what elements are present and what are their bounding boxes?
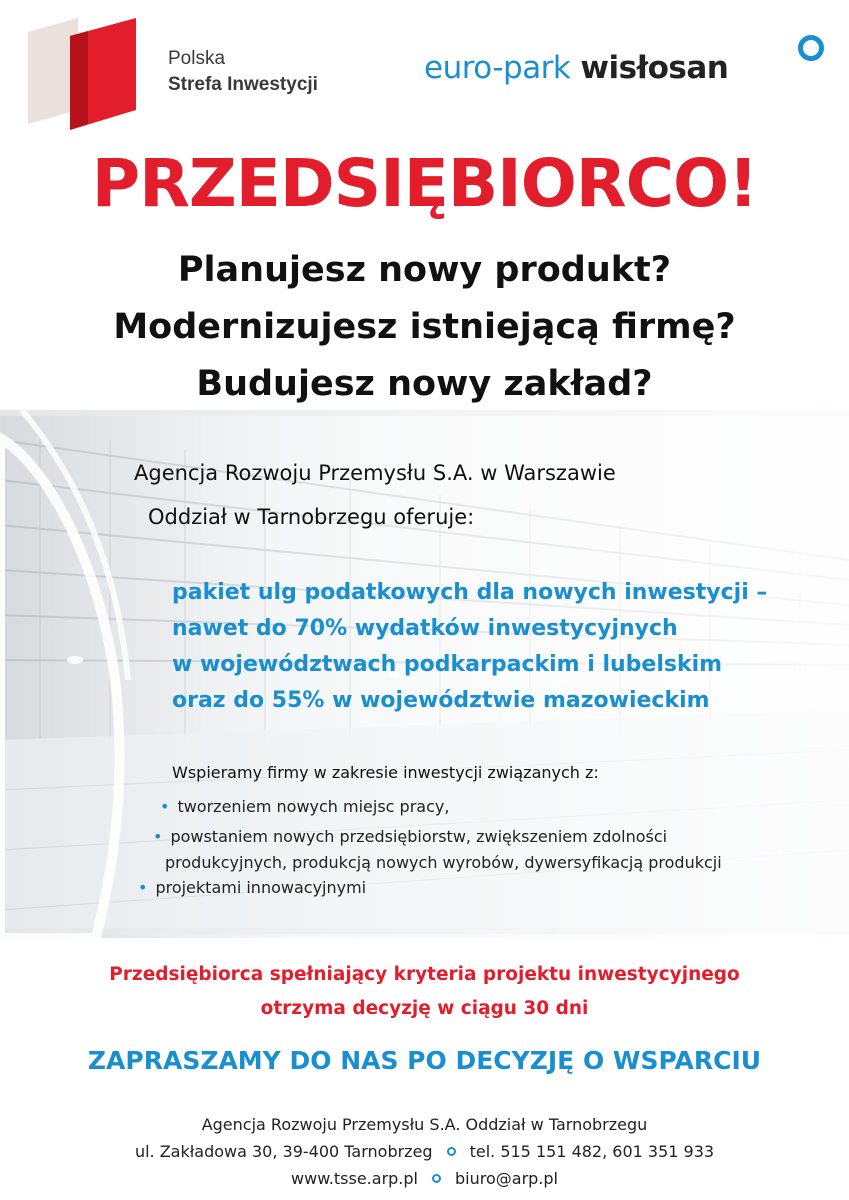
wislosan-logo-text: wisłosan	[580, 50, 729, 86]
questions-block	[0, 242, 849, 413]
list-item-text-continued: produkcyjnych, produkcją nowych wyrobów, dywersyfikacją produkcji	[165, 853, 722, 872]
footer-company: Agencja Rozwoju Przemysłu S.A. Oddział w Tarnobrzegu	[201, 1115, 648, 1134]
bullet-icon: •	[160, 797, 170, 816]
organization-line-1: Agencja Rozwoju Przemysłu S.A. w Warszawie	[134, 461, 616, 485]
organization-line-2: Oddział w Tarnobrzegu oferuje:	[148, 505, 475, 529]
question-line: Modernizujesz istniejącą firmę?	[113, 307, 736, 347]
polska-strefa-inwestycji-logo-mark	[28, 18, 136, 130]
support-title: Wspieramy firmy w zakresie inwestycji związanych z:	[172, 763, 599, 782]
headline: PRZEDSIĘBIORCO!	[91, 145, 758, 222]
criteria-block	[0, 958, 849, 1026]
list-item	[138, 878, 366, 897]
offer-line: nawet do 70% wydatków inwestycyjnych	[172, 616, 678, 641]
psi-line-2: Strefa Inwestycji	[168, 74, 318, 95]
question-line: Budujesz nowy zakład?	[196, 364, 653, 404]
ring-separator-icon	[432, 1174, 441, 1183]
list-item-text: tworzeniem nowych miejsc pracy,	[177, 797, 450, 816]
footer-address-row	[0, 1138, 849, 1165]
question-line: Planujesz nowy produkt?	[177, 250, 672, 290]
polska-strefa-inwestycji-logo-text	[168, 46, 318, 98]
footer-web-row	[0, 1165, 849, 1192]
criteria-line: otrzyma decyzję w ciągu 30 dni	[260, 998, 589, 1019]
euro-park-logo-text: euro-park	[424, 50, 571, 86]
bullet-icon: •	[153, 827, 163, 846]
offer-line: w województwach podkarpackim i lubelskim	[172, 652, 723, 677]
footer-phone: tel. 515 151 482, 601 351 933	[469, 1142, 715, 1161]
list-item-text: projektami innowacyjnymi	[155, 878, 367, 897]
offer-line: oraz do 55% w województwie mazowieckim	[172, 688, 710, 713]
list-item	[153, 824, 722, 876]
euro-park-wislosan-logo	[424, 50, 728, 86]
offer-line: pakiet ulg podatkowych dla nowych inwestycji –	[172, 580, 768, 605]
list-item	[160, 797, 449, 816]
offer-block	[172, 575, 767, 719]
list-item-text: powstaniem nowych przedsiębiorstw, zwiększeniem zdolności	[170, 827, 668, 846]
psi-line-1: Polska	[168, 48, 226, 69]
bullet-icon: •	[138, 878, 148, 897]
invite-heading: ZAPRASZAMY DO NAS PO DECYZJĘ O WSPARCIU	[87, 1046, 762, 1075]
ring-separator-icon	[447, 1147, 456, 1156]
ring-icon	[796, 33, 826, 63]
criteria-line: Przedsiębiorca spełniający kryteria projektu inwestycyjnego	[109, 964, 740, 985]
footer-website-link[interactable]: www.tsse.arp.pl	[291, 1169, 418, 1188]
contact-footer	[0, 1111, 849, 1192]
footer-address: ul. Zakładowa 30, 39-400 Tarnobrzeg	[134, 1142, 433, 1161]
footer-email-link[interactable]: biuro@arp.pl	[455, 1169, 558, 1188]
